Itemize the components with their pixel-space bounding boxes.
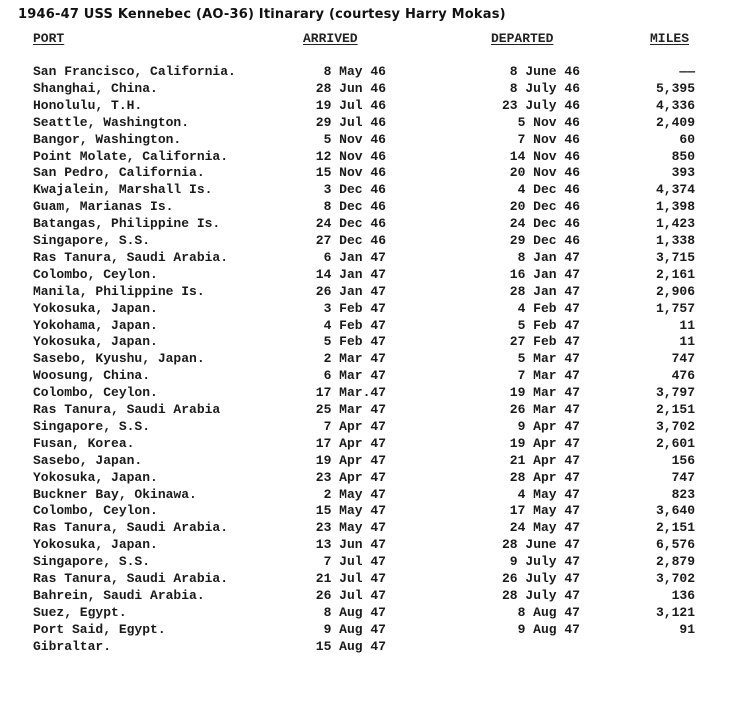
table-row: [0, 318, 734, 334]
table-row: [0, 639, 734, 655]
port-cell: Bahrein, Saudi Arabia.: [33, 587, 205, 603]
port-cell: San Pedro, California.: [33, 165, 205, 181]
departed-cell: 20 Dec 46: [509, 199, 580, 215]
arrived-cell: 6 Mar 47: [323, 368, 386, 384]
miles-cell: 850: [671, 148, 695, 164]
departed-cell: 14 Nov 46: [509, 148, 580, 164]
table-row: [0, 520, 734, 536]
departed-cell: 5 Mar 47: [517, 351, 580, 367]
miles-cell: 6,576: [655, 537, 695, 553]
port-cell: Yokohama, Japan.: [33, 317, 158, 333]
arrived-cell: 8 Dec 46: [323, 199, 386, 215]
miles-cell: 3,715: [655, 249, 695, 265]
departed-cell: 28 June 47: [501, 537, 580, 553]
miles-cell: 1,757: [655, 300, 695, 316]
table-row: [0, 98, 734, 114]
port-cell: Fusan, Korea.: [33, 435, 135, 451]
port-cell: Ras Tanura, Saudi Arabia: [33, 402, 221, 417]
table-row: [0, 419, 734, 435]
arrived-cell: 26 Jul 47: [315, 587, 386, 603]
arrived-cell: 3 Feb 47: [323, 300, 386, 316]
miles-cell: 3,797: [655, 385, 695, 401]
miles-cell: 1,338: [655, 233, 695, 248]
arrived-cell: 15 Nov 46: [315, 165, 386, 181]
arrived-cell: 24 Dec 46: [315, 216, 386, 232]
table-row: [0, 250, 734, 266]
table-row: [0, 199, 734, 215]
table-row: [0, 64, 734, 80]
departed-cell: 28 Apr 47: [509, 469, 580, 485]
arrived-cell: 27 Dec 46: [315, 233, 386, 248]
miles-cell: 3,640: [655, 503, 695, 519]
departed-cell: 4 May 47: [517, 486, 580, 502]
arrived-cell: 7 Jul 47: [323, 554, 386, 570]
arrived-cell: 6 Jan 47: [323, 249, 386, 265]
port-cell: Yokosuka, Japan.: [33, 469, 158, 485]
miles-cell: 2,151: [655, 520, 695, 536]
port-cell: Ras Tanura, Saudi Arabia.: [33, 520, 229, 536]
departed-cell: 5 Nov 46: [517, 114, 580, 130]
departed-cell: 8 Aug 47: [517, 604, 580, 620]
arrived-cell: 23 Apr 47: [315, 469, 386, 485]
miles-cell: 1,398: [655, 199, 695, 215]
departed-cell: 8 June 46: [509, 64, 580, 79]
arrived-cell: 5 Feb 47: [323, 334, 386, 350]
departed-cell: 4 Dec 46: [517, 182, 580, 198]
table-row: [0, 165, 734, 181]
arrived-cell: 19 Jul 46: [315, 97, 386, 113]
miles-cell: 3,121: [655, 604, 695, 620]
table-row: [0, 537, 734, 553]
port-cell: Suez, Egypt.: [33, 604, 127, 620]
miles-cell: 747: [671, 469, 695, 485]
header-departed: DEPARTED: [491, 31, 554, 46]
departed-cell: 7 Mar 47: [517, 368, 580, 384]
arrived-cell: 8 Aug 47: [323, 604, 386, 620]
miles-cell: 3,702: [655, 571, 695, 586]
table-row: [0, 149, 734, 165]
miles-cell: 4,336: [655, 97, 695, 113]
port-cell: Colombo, Ceylon.: [33, 266, 158, 282]
arrived-cell: 8 May 46: [323, 64, 386, 79]
port-cell: Port Said, Egypt.: [33, 621, 166, 637]
departed-cell: 26 Mar 47: [509, 402, 580, 417]
arrived-cell: 19 Apr 47: [315, 452, 386, 468]
arrived-cell: 15 Aug 47: [315, 638, 386, 654]
arrived-cell: 17 Apr 47: [315, 435, 386, 451]
arrived-cell: 23 May 47: [315, 520, 386, 536]
table-row: [0, 622, 734, 638]
arrived-cell: 2 May 47: [323, 486, 386, 502]
table-row: [0, 470, 734, 486]
table-row: [0, 571, 734, 587]
table-row: [0, 605, 734, 621]
miles-cell: 5,395: [655, 80, 695, 96]
port-cell: Seattle, Washington.: [33, 114, 190, 130]
arrived-cell: 25 Mar 47: [315, 402, 386, 417]
table-row: [0, 115, 734, 131]
miles-cell: 747: [671, 351, 695, 367]
miles-cell: 136: [671, 587, 695, 603]
departed-cell: 24 Dec 46: [509, 216, 580, 232]
departed-cell: 28 Jan 47: [509, 283, 580, 299]
departed-cell: 9 Apr 47: [517, 418, 580, 434]
departed-cell: 27 Feb 47: [509, 334, 580, 350]
port-cell: Singapore, S.S.: [33, 554, 151, 570]
port-cell: Honolulu, T.H.: [33, 97, 143, 113]
table-row: [0, 284, 734, 300]
port-cell: Yokosuka, Japan.: [33, 537, 158, 553]
arrived-cell: 2 Mar 47: [323, 351, 386, 367]
departed-cell: 8 July 46: [509, 80, 580, 96]
arrived-cell: 3 Dec 46: [323, 182, 386, 198]
miles-cell: 2,151: [655, 402, 695, 417]
arrived-cell: 13 Jun 47: [315, 537, 386, 553]
table-row: [0, 402, 734, 418]
port-cell: Sasebo, Japan.: [33, 452, 143, 468]
departed-cell: 24 May 47: [509, 520, 580, 536]
arrived-cell: 9 Aug 47: [323, 621, 386, 637]
port-cell: Bangor, Washington.: [33, 131, 182, 147]
port-cell: Woosung, China.: [33, 368, 151, 384]
miles-cell: 2,906: [655, 283, 695, 299]
departed-cell: 23 July 46: [501, 97, 580, 113]
header-port: PORT: [33, 31, 65, 46]
arrived-cell: 7 Apr 47: [323, 418, 386, 434]
port-cell: Singapore, S.S.: [33, 418, 151, 434]
port-cell: Shanghai, China.: [33, 80, 158, 96]
table-row: [0, 351, 734, 367]
arrived-cell: 28 Jun 46: [315, 80, 386, 96]
port-cell: Ras Tanura, Saudi Arabia.: [33, 571, 229, 586]
departed-cell: 7 Nov 46: [517, 131, 580, 147]
port-cell: Manila, Philippine Is.: [33, 283, 205, 299]
miles-cell: 60: [679, 131, 695, 147]
table-row: [0, 368, 734, 384]
departed-cell: 19 Mar 47: [509, 385, 580, 401]
miles-cell: 393: [671, 165, 695, 181]
miles-cell: ——: [679, 64, 695, 79]
departed-cell: 20 Nov 46: [509, 165, 580, 181]
port-cell: Buckner Bay, Okinawa.: [33, 486, 197, 502]
arrived-cell: 29 Jul 46: [315, 114, 386, 130]
table-row: [0, 132, 734, 148]
miles-cell: 4,374: [655, 182, 695, 198]
header-arrived: ARRIVED: [303, 31, 358, 46]
table-row: [0, 385, 734, 401]
table-row: [0, 487, 734, 503]
port-cell: Colombo, Ceylon.: [33, 503, 158, 519]
port-cell: Point Molate, California.: [33, 148, 229, 164]
departed-cell: 9 Aug 47: [517, 621, 580, 637]
arrived-cell: 4 Feb 47: [323, 317, 386, 333]
port-cell: Guam, Marianas Is.: [33, 199, 174, 215]
port-cell: Colombo, Ceylon.: [33, 385, 158, 401]
table-row: [0, 216, 734, 232]
table-row: [0, 453, 734, 469]
miles-cell: 1,423: [655, 216, 695, 232]
table-row: [0, 436, 734, 452]
departed-cell: 4 Feb 47: [517, 300, 580, 316]
departed-cell: 26 July 47: [501, 571, 580, 586]
miles-cell: 11: [679, 317, 695, 333]
port-cell: Sasebo, Kyushu, Japan.: [33, 351, 205, 367]
departed-cell: 5 Feb 47: [517, 317, 580, 333]
port-cell: Yokosuka, Japan.: [33, 334, 158, 350]
document-title: 1946-47 USS Kennebec (AO-36) Itinarary (courtesy Harry Mokas): [18, 7, 506, 22]
port-cell: San Francisco, California.: [33, 64, 236, 79]
table-row: [0, 267, 734, 283]
miles-cell: 91: [679, 621, 695, 637]
table-row: [0, 233, 734, 249]
arrived-cell: 12 Nov 46: [315, 148, 386, 164]
port-cell: Gibraltar.: [33, 638, 112, 654]
table-row: [0, 301, 734, 317]
departed-cell: 17 May 47: [509, 503, 580, 519]
port-cell: Singapore, S.S.: [33, 233, 151, 248]
header-miles: MILES: [650, 31, 690, 46]
table-row: [0, 182, 734, 198]
port-cell: Ras Tanura, Saudi Arabia.: [33, 249, 229, 265]
table-row: [0, 334, 734, 350]
departed-cell: 19 Apr 47: [509, 435, 580, 451]
table-row: [0, 588, 734, 604]
arrived-cell: 26 Jan 47: [315, 283, 386, 299]
departed-cell: 16 Jan 47: [509, 266, 580, 282]
miles-cell: 2,409: [655, 114, 695, 130]
departed-cell: 29 Dec 46: [509, 233, 580, 248]
departed-cell: 9 July 47: [509, 554, 580, 570]
miles-cell: 2,161: [655, 266, 695, 282]
miles-cell: 11: [679, 334, 695, 350]
miles-cell: 476: [671, 368, 695, 384]
arrived-cell: 14 Jan 47: [315, 266, 386, 282]
miles-cell: 3,702: [655, 418, 695, 434]
port-cell: Yokosuka, Japan.: [33, 300, 158, 316]
port-cell: Batangas, Philippine Is.: [33, 216, 221, 232]
table-row: [0, 81, 734, 97]
miles-cell: 823: [671, 486, 695, 502]
miles-cell: 2,879: [655, 554, 695, 570]
arrived-cell: 21 Jul 47: [315, 571, 386, 586]
table-row: [0, 503, 734, 519]
departed-cell: 8 Jan 47: [517, 249, 580, 265]
port-cell: Kwajalein, Marshall Is.: [33, 182, 213, 198]
miles-cell: 156: [671, 452, 695, 468]
arrived-cell: 15 May 47: [315, 503, 386, 519]
table-row: [0, 554, 734, 570]
departed-cell: 28 July 47: [501, 587, 580, 603]
departed-cell: 21 Apr 47: [509, 452, 580, 468]
arrived-cell: 5 Nov 46: [323, 131, 386, 147]
miles-cell: 2,601: [655, 435, 695, 451]
arrived-cell: 17 Mar.47: [315, 385, 386, 401]
